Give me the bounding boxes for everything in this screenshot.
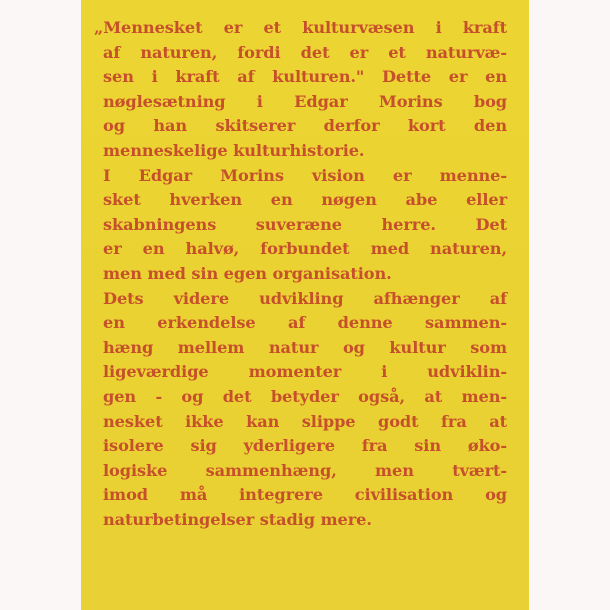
- book-back-cover: [81, 0, 529, 610]
- text-line: ligeværdige momenter i udviklin-: [103, 362, 507, 382]
- text-line: gen - og det betyder også, at men-: [103, 386, 507, 406]
- text-line: imod må integrere civilisation og: [103, 485, 507, 505]
- text-line: og han skitserer derfor kort den: [103, 116, 507, 136]
- text-line: logiske sammenhæng, men tvært-: [103, 460, 507, 480]
- text-line: naturbetingelser stadig mere.: [103, 509, 372, 529]
- text-line: skabningens suveræne herre. Det: [103, 214, 507, 234]
- text-line: men med sin egen organisation.: [103, 263, 392, 283]
- text-line: sket hverken en nøgen abe eller: [103, 190, 507, 210]
- text-line: „Mennesket er et kulturvæsen i kraft: [94, 18, 507, 37]
- text-line: nesket ikke kan slippe godt fra at: [103, 411, 507, 431]
- text-line: isolere sig yderligere fra sin øko-: [103, 436, 507, 456]
- text-line: er en halvø, forbundet med naturen,: [103, 239, 507, 259]
- text-line: hæng mellem natur og kultur som: [103, 337, 507, 357]
- text-line: sen i kraft af kulturen." Dette er en: [103, 67, 507, 87]
- text-line: en erkendelse af denne sammen-: [103, 313, 507, 333]
- text-line: I Edgar Morins vision er menne-: [103, 165, 507, 185]
- text-line: nøglesætning i Edgar Morins bog: [103, 91, 507, 111]
- text-line: menneskelige kulturhistorie.: [103, 140, 365, 160]
- text-line: af naturen, fordi det er et naturvæ-: [103, 42, 507, 62]
- text-line: Dets videre udvikling afhænger af: [103, 288, 507, 308]
- blurb-text: [94, 16, 507, 532]
